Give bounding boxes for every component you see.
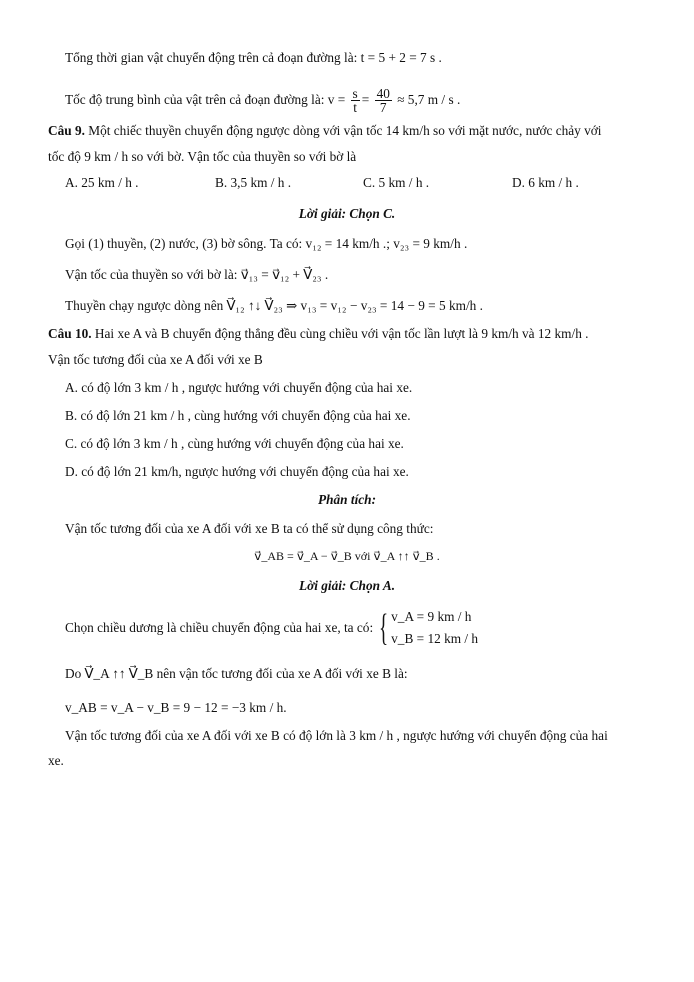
calc-line: v_AB = v_A − v_B = 9 − 12 = −3 km / h.: [65, 700, 287, 715]
option-a: A. có độ lớn 3 km / h , ngược hướng với chuyển động của hai xe.: [65, 380, 413, 395]
choose-direction-row: [65, 606, 478, 650]
choose-direction: Chọn chiều dương là chiều chuyển động của hai xe, ta có:: [65, 620, 374, 635]
analysis-text: Vận tốc tương đối của xe A đối với xe B ta có thể sử dụng công thức:: [65, 521, 434, 536]
conclusion-cont: xe.: [48, 753, 64, 768]
numerator: s: [352, 86, 358, 102]
question-label: Câu 10.: [48, 326, 92, 341]
question-10-cont: Vận tốc tương đối của xe A đối với xe B: [48, 352, 263, 367]
denominator: 7: [379, 100, 387, 116]
option-b: B. có độ lớn 21 km / h , cùng hướng với chuyển động của hai xe.: [65, 408, 411, 423]
question-text: Một chiếc thuyền chuyển động ngược dòng với vận tốc 14 km/h so với mặt nước, nước chảy với: [84, 123, 602, 138]
equation: v_B = 12 km / h: [391, 631, 479, 646]
option-c: C. 5 km / h .: [363, 175, 430, 190]
question-10: [48, 326, 589, 342]
question-9: [48, 123, 602, 139]
option-d: D. có độ lớn 21 km/h, ngược hướng với chuyển động của hai xe.: [65, 464, 409, 479]
option-a: A. 25 km / h .: [65, 175, 139, 190]
option-b: B. 3,5 km / h .: [215, 175, 292, 190]
system-brace: {: [379, 607, 389, 649]
numerator: 40: [376, 86, 390, 102]
solution-heading: Lời giải: Chọn A.: [298, 578, 396, 593]
question-label: Câu 9.: [48, 123, 85, 138]
avg-speed-text: Tốc độ trung bình của vật trên cả đoạn đường là: v =: [65, 92, 346, 107]
analysis-heading: Phân tích:: [318, 492, 376, 507]
avg-speed-line: Tốc độ trung bình của vật trên cả đoạn đường là: v = $\frac{s}{t}$ = $\frac{40}{7}$ ≈ 5,7 m / s .: [65, 86, 461, 116]
question-9-cont: tốc độ 9 km / h so với bờ. Vận tốc của thuyền so với bờ là: [48, 149, 357, 164]
denominator: t: [353, 100, 357, 116]
avg-speed-result: ≈ 5,7 m / s .: [397, 92, 461, 107]
equation-system: [391, 606, 478, 650]
solution-line: Thuyền chạy ngược dòng nên V⃗₁₂ ↑↓ V⃗₂₃ ⇒ v₁₃ = v₁₂ − v₂₃ = 14 − 9 = 5 km/h .: [65, 298, 483, 313]
total-time-line: Tổng thời gian vật chuyển động trên cả đoạn đường là: t = 5 + 2 = 7 s .: [65, 50, 442, 65]
solution-line: Vận tốc của thuyền so với bờ là: v⃗₁₃ = v⃗₁₂ + V⃗₂₃ .: [65, 267, 329, 282]
analysis-formula: v⃗_AB = v⃗_A − v⃗_B với v⃗_A ↑↑ v⃗_B .: [254, 549, 440, 563]
fraction-40-7: [375, 87, 392, 114]
equation: v_A = 9 km / h: [391, 609, 472, 624]
option-c: C. có độ lớn 3 km / h , cùng hướng với chuyển động của hai xe.: [65, 436, 404, 451]
because-line: Do V⃗_A ↑↑ V⃗_B nên vận tốc tương đối của xe A đối với xe B là:: [65, 666, 408, 681]
option-d: D. 6 km / h .: [512, 175, 579, 190]
conclusion: Vận tốc tương đối của xe A đối với xe B có độ lớn là 3 km / h , ngược hướng với chuyển động của hai: [65, 728, 608, 743]
question-text: Hai xe A và B chuyển động thẳng đều cùng chiều với vận tốc lần lượt là 9 km/h và 12 km/h .: [91, 326, 589, 341]
solution-line: Gọi (1) thuyền, (2) nước, (3) bờ sông. Ta có: v₁₂ = 14 km/h .; v₂₃ = 9 km/h .: [65, 236, 468, 251]
fraction-s-t: [351, 87, 360, 114]
solution-heading: Lời giải: Chọn C.: [298, 206, 396, 221]
